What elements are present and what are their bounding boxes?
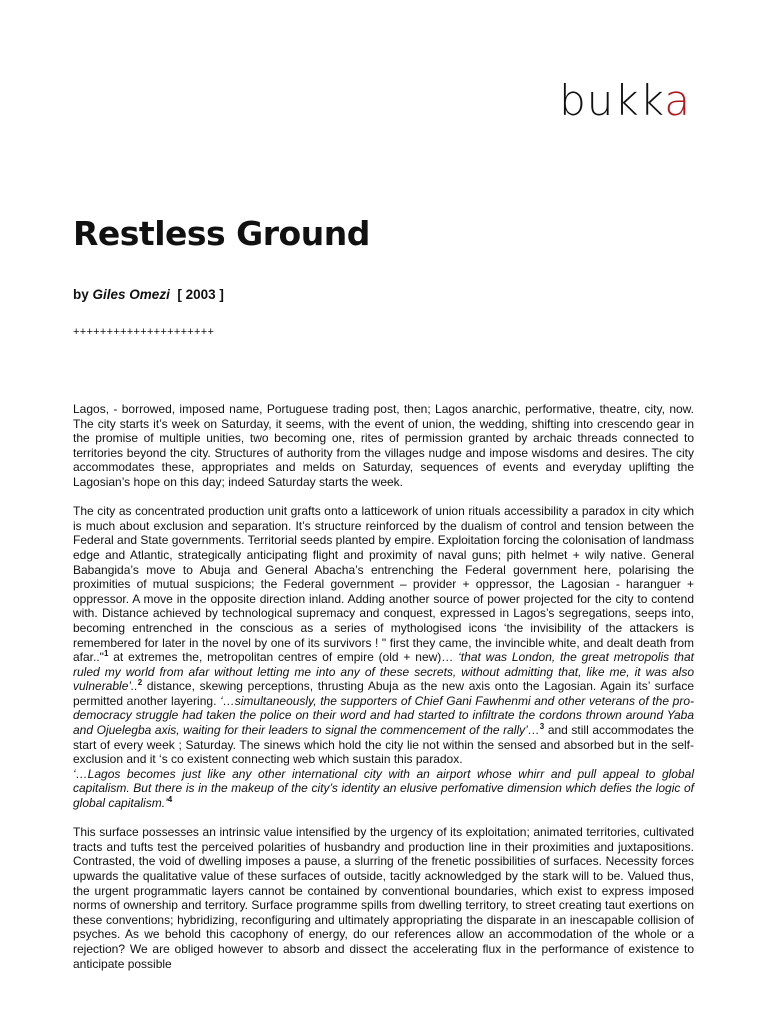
paragraph-2-text-d: and still accommodates the start of every week ; Saturday. The sinews which hold the city lie not within the sensed and absorbed but in the self-exclusion and it ‘s co existent connecting web which sustain this paradox.: [73, 723, 694, 767]
bukka-logo: [559, 76, 691, 125]
article-title: Restless Ground: [73, 214, 370, 253]
paragraph-3-quote: [73, 767, 694, 811]
byline: [73, 287, 224, 302]
paragraph-4: This surface possesses an intrinsic value intensified by the urgency of its exploitation; animated territories, cultivated tracts and tufts test the perceived polarities of husbandry and production line in their proximities and juxtapositions. Contrasted, the void of dwelling imposes a pause, a slurring of the frenetic possibilities of surfaces. Necessity forces upwards the qualitative value of these surfaces of outside, tacitly acknowledged by the stark will to be. Valued thus, the urgent programmatic layers cannot be contained by conventional boundaries, which exist to express imposed norms of ownership and territory. Surface programme spills from dwelling territory, to street creating taut exertions on these conventions; hybridizing, reconfiguring and ultimately appropriating the disparate in an inescapable collision of psyches. As we behold this cacophony of energy, do our references allow an accommodation of the whole or a rejection? We are obliged however to absorb and dissect the accelerating flux in the performance of existence to anticipate possible: [73, 825, 694, 971]
byline-by: by: [73, 287, 89, 302]
author-name: Giles Omezi: [92, 287, 170, 302]
paragraph-2-text-c: distance, skewing perceptions, thrusting Abuja as the new axis onto the Lagosian. Again its’ surface permitted another layering.: [73, 679, 694, 708]
quote-rally: ‘…simultaneously, the supporters of Chief Gani Fawhenmi and other veterans of the pro-democracy struggle had taken the police on their word and had started to infiltrate the cordons thrown around Yaba and Ojuelegba axis, waiting for their leaders to signal the commencement of the rally’…: [73, 693, 694, 738]
paragraph-2-text-a: The city as concentrated production unit grafts onto a latticework of union rituals accessibility a paradox in city which is much about exclusion and separation. It’s structure reinforced by the dualism of control and tension between the Federal and State governments. Territorial seeds planted by empire. Exploitation forcing the colonisation of landmass edge and Atlantic, strategically anticipating flight and proximity of naval guns; pith helmet + wily native. General Babangida’s move to Abuja and General Abacha’s entrenching the Federal government here, polarising the proximities of mutual suspicions; the Federal government – provider + oppressor, the Lagosian - haranguer + oppressor. A move in the opposite direction inland. Adding another source of power projected for the city to contend with. Distance achieved by technological supremacy and conquest, expressed in Lagos’s segregations, seeps into, becoming entrenched in the conscious as a series of mythologised icons ‘the invisibility of the attackers is remembered for later in the novel by one of its survivors ! " first they came, the invincible white, and dealt death from afar..": [73, 504, 694, 665]
logo-text: bukk: [559, 76, 665, 125]
footnote-3[interactable]: 3: [539, 722, 545, 732]
publication-year: [ 2003 ]: [177, 287, 224, 302]
paragraph-2: [73, 504, 694, 767]
footnote-1[interactable]: 1: [103, 649, 109, 659]
logo-accent-letter: a: [664, 76, 691, 125]
paragraph-1: Lagos, - borrowed, imposed name, Portuguese trading post, then; Lagos anarchic, performative, theatre, city, now. The city starts it’s week on Saturday, it seems, with the event of union, the wedding, shifting into crescendo gear in the promise of multiple unities, two becoming one, rites of permission granted by archaic threads connected to territories beyond the city. Structures of authority from the villages nudge and impose wisdoms and desires. The city accommodates these, appropriates and melds on Saturday, sequences of events and everyday uplifting the Lagosian’s hope on this day; indeed Saturday starts the week.: [73, 402, 694, 489]
paragraph-2-text-b: at extremes the, metropolitan centres of empire (old + new)…: [108, 650, 459, 665]
footnote-2[interactable]: 2: [137, 678, 143, 688]
section-divider: +++++++++++++++++++++: [73, 326, 215, 338]
article-body: [73, 402, 694, 986]
quote-london: ‘that was London, the great metropolis that ruled my world from afar without letting me into any of these secrets, without admitting that, like me, it was also vulnerable’..: [73, 650, 694, 694]
quote-global-capitalism: ‘…Lagos becomes just like any other international city with an airport whose whirr and pull appeal to global capitalism. But there is in the makeup of the city’s identity an elusive perfomative dimension which defies the logic of global capitalism.’: [73, 766, 694, 811]
footnote-4[interactable]: 4: [167, 795, 173, 805]
